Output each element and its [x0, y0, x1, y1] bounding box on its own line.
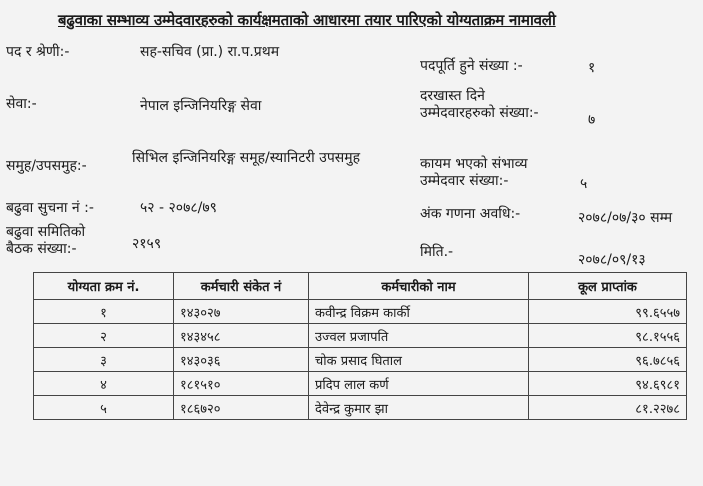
header-employee-code: कर्मचारी संकेत नं: [174, 273, 309, 300]
score-cell: ९४.६९८१: [529, 372, 687, 396]
name-cell: चोक प्रसाद घिताल: [309, 348, 529, 372]
notice-label: बढुवा सुचना नं :-: [6, 200, 94, 216]
rank-cell: ४: [34, 372, 174, 396]
service-value: नेपाल इन्जिनियरिङ्ग सेवा: [140, 98, 262, 114]
applicants-label: दरखास्त दिने उम्मेदवारहरुको संख्या:-: [420, 88, 539, 121]
code-cell: १८१५१०: [174, 372, 309, 396]
score-cell: ८१.२२७८: [529, 396, 687, 420]
rank-cell: २: [34, 324, 174, 348]
scoring-value: २०७८/०७/३० सम्म: [578, 210, 673, 226]
score-cell: ९९.६५५७: [529, 300, 687, 324]
group-label: समुह/उपसमुह:-: [6, 158, 87, 174]
name-cell: उज्वल प्रजापति: [309, 324, 529, 348]
applicants-value: ७: [588, 112, 596, 128]
table-row: [34, 324, 687, 348]
date-value: २०७८/०९/१३: [578, 252, 646, 268]
code-cell: १४३४५८: [174, 324, 309, 348]
vacancy-value: १: [588, 60, 596, 76]
eligible-label: कायम भएको संभाव्य उम्मेदवार संख्या:-: [420, 156, 528, 189]
score-cell: ९६.७८५६: [529, 348, 687, 372]
document-title: बढुवाका सम्भाव्य उम्मेदवारहरुको कार्यक्षमताको आधारमा तयार पारिएको योग्यताक्रम नामावली: [58, 11, 556, 29]
notice-value: ५२ - २०७८/७९: [140, 200, 217, 216]
name-cell: प्रदिप लाल कर्ण: [309, 372, 529, 396]
header-total-score: कूल प्राप्तांक: [529, 273, 687, 300]
vacancy-label: पदपूर्ति हुने संख्या :-: [420, 58, 523, 74]
merit-table: [33, 272, 687, 420]
table-row: [34, 300, 687, 324]
table-row: [34, 396, 687, 420]
committee-label: बढुवा समितिको बैठक संख्या:-: [6, 224, 86, 257]
rank-cell: १: [34, 300, 174, 324]
header-rank: योग्यता क्रम नं.: [34, 273, 174, 300]
code-cell: १४३०३६: [174, 348, 309, 372]
post-label: पद र श्रेणी:-: [6, 44, 70, 60]
post-value: सह-सचिव (प्रा.) रा.प.प्रथम: [140, 44, 280, 60]
score-cell: ९८.१५५६: [529, 324, 687, 348]
code-cell: १८६७२०: [174, 396, 309, 420]
name-cell: देवेन्द्र कुमार झा: [309, 396, 529, 420]
header-employee-name: कर्मचारीको नाम: [309, 273, 529, 300]
rank-cell: ५: [34, 396, 174, 420]
table-row: [34, 372, 687, 396]
eligible-value: ५: [580, 176, 588, 192]
rank-cell: ३: [34, 348, 174, 372]
date-label: मिति.-: [420, 244, 454, 260]
scoring-label: अंक गणना अवधि:-: [420, 206, 521, 222]
committee-value: २१५९: [132, 236, 162, 252]
group-value: सिभिल इन्जिनियरिङ्ग समूह/स्यानिटरी उपसमुह: [132, 150, 361, 166]
table-header-row: [34, 273, 687, 300]
code-cell: १४३०२७: [174, 300, 309, 324]
name-cell: कवीन्द्र विक्रम कार्की: [309, 300, 529, 324]
table-row: [34, 348, 687, 372]
service-label: सेवा:-: [6, 96, 37, 112]
